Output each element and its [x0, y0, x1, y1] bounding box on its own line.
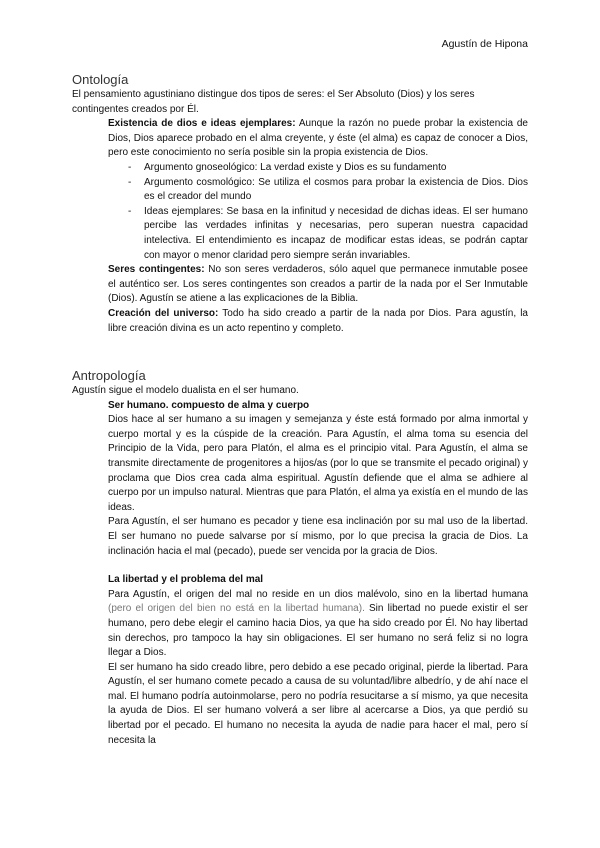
- text-seres: No son seres verdaderos, sólo aquel que permanece inmutable posee el auténtico ser. Los seres contingentes son creados a partir de la nada por el Ser Inmutable (Dios). Agustín se atiene a las explicaciones de la Biblia.: [108, 264, 528, 305]
- text-origen-mal: Para Agustín, el origen del mal no reside en un dios malévolo, sino en la libertad humana: [108, 588, 528, 600]
- heading-antropologia: Antropología: [72, 368, 146, 383]
- section-ontologia: [72, 72, 528, 336]
- running-header: Agustín de Hipona: [441, 38, 528, 50]
- paragraph-libre-albedrio: El ser humano ha sido creado libre, pero debido a ese pecado original, pierde la libertad. Para Agustín, el ser humano comete pecado a causa de su voluntad/libre albedrío, y de ahí nace el mal. El humano podría autoinmolarse, pero no podría resucitarse a sí mismo, ya que necesita la ayuda de Dios. El ser humano volverá a ser libre al acercarse a Dios, ya que perdió su libertad por el pecado. El humano no necesita la ayuda de nadie para hacer el mal, pero sí necesita la: [108, 661, 528, 746]
- paragraph-seres: [108, 263, 528, 307]
- list-item: - Ideas ejemplares: Se basa en la infinitud y necesidad de dichas ideas. El ser humano percibe las verdades infinitas y necesarias, pero superan nuestra capacidad intelectiva. El entendimiento es incapaz de modificar estas ideas, se podrán captar con mayor o menor claridad pero siempre serán invariables.: [144, 205, 528, 263]
- paragraph-creacion: [108, 307, 528, 336]
- text-sin-libertad: Sin libertad no puede existir el ser humano, pero debe elegir el camino hacia Dios, ya que ha sido creado por Él. No hay libertad sin derechos, pro tampoco la hay sin obligaciones. El ser humano no será feliz si no logra llegar a Dios.: [108, 603, 528, 659]
- paragraph-origen-mal: [108, 588, 528, 661]
- antropologia-intro: Agustín sigue el modelo dualista en el ser humano.: [72, 385, 299, 396]
- paragraph-alma: Dios hace al ser humano a su imagen y semejanza y éste está formado por alma inmortal y cuerpo mortal y es la cúspide de la creación. Para Agustín, el alma toma su esencia del Principio de la Vida, pero para Platón, el alma es el principio vital. Para Agustín, el alma se transmite directamente de progenitores a hijos/as (por lo que se transmite el pecado original) y proclama que Dios crea cada alma espiritual. Agustín defiende que el alma se adhiere al cuerpo por un impulso natural. Mientras que para Platón, el alma ya existía en el mundo de las ideas.: [108, 414, 528, 513]
- ontologia-intro: El pensamiento agustiniano distingue dos tipos de seres: el Ser Absoluto (Dios) y los seres contingentes creados por Él.: [72, 89, 475, 115]
- list-item: - Argumento gnoseológico: La verdad existe y Dios es su fundamento: [144, 161, 528, 176]
- paragraph-pecado: Para Agustín, el ser humano es pecador y tiene esa inclinación por su mal uso de la libertad. El ser humano no puede salvarse por sí mismo, por lo que precisa la gracia de Dios. La inclinación hacia el mal (pecado), puede ser vencida por la gracia de Dios.: [108, 516, 528, 557]
- list-item: - Argumento cosmológico: Se utiliza el cosmos para probar la existencia de Dios. Dios es el creador del mundo: [144, 176, 528, 205]
- text-existencia: Aunque la razón no puede probar la existencia de Dios, Dios aparece probado en el alma creyente, y éste (el alma) es capaz de conocer a Dios, pero este conocimiento no sería posible sin la propia existencia de Dios.: [108, 118, 528, 159]
- label-seres: Seres contingentes:: [108, 264, 205, 276]
- subheading-libertad: La libertad y el problema del mal: [108, 574, 264, 586]
- text-creacion: Todo ha sido creado a partir de la nada por Dios. Para agustín, la libre creación divina es un acto repentino y completo.: [108, 307, 528, 334]
- label-existencia: Existencia de dios e ideas ejemplares:: [108, 118, 296, 130]
- label-creacion: Creación del universo:: [108, 307, 219, 319]
- subheading-ser-humano: Ser humano. compuesto de alma y cuerpo: [108, 399, 310, 411]
- argument-list: [72, 161, 528, 263]
- gray-note: (pero el origen del bien no está en la libertad humana).: [108, 603, 365, 615]
- heading-ontologia: Ontología: [72, 72, 129, 87]
- paragraph-existencia: [108, 117, 528, 161]
- section-antropologia: [72, 368, 528, 748]
